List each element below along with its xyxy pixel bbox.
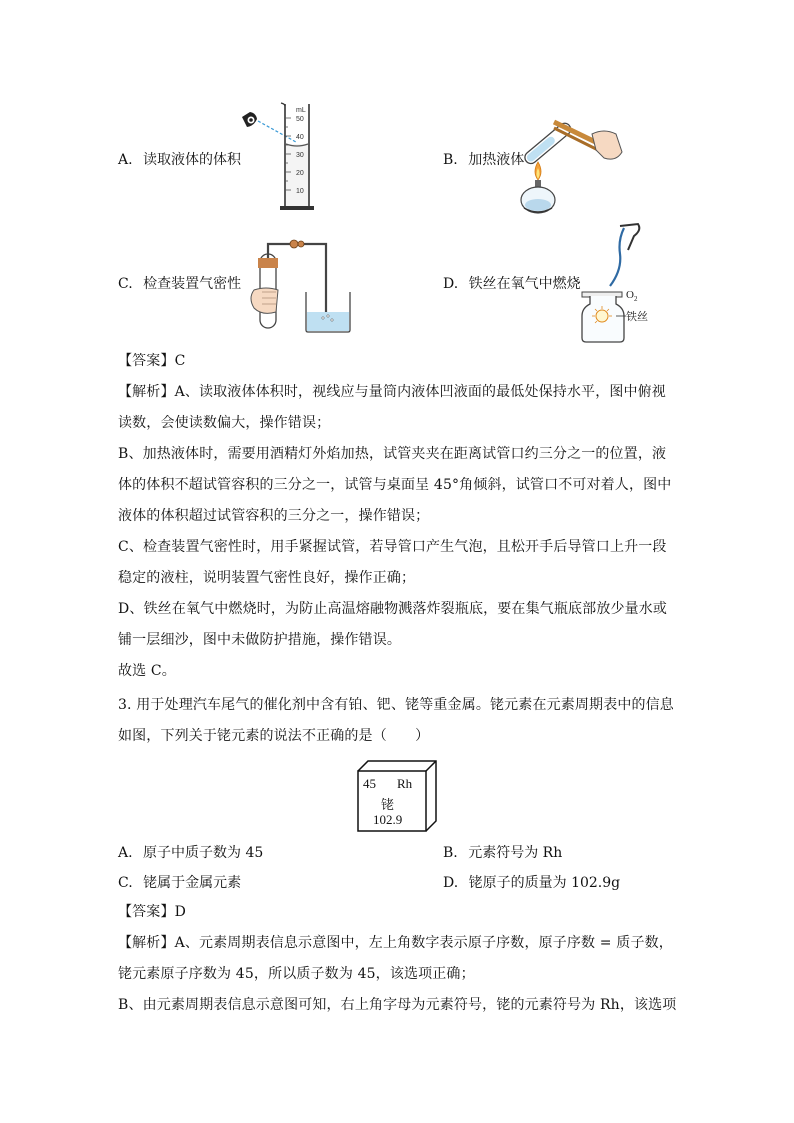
graduated-cylinder-figure <box>238 100 318 214</box>
eye-icon <box>242 112 257 127</box>
option-text: 元素符号为 Rh <box>468 845 563 861</box>
analysis-line: B、由元素周期表信息示意图可知，右上角字母为元素符号，铑的元素符号为 Rh，该选项 <box>118 997 677 1013</box>
answer-text: 【答案】C <box>118 353 186 369</box>
tick-label: 40 <box>296 134 304 141</box>
question-line: 3. 用于处理汽车尾气的催化剂中含有铂、钯、铑等重金属。铑元素在元素周期表中的信息 <box>118 697 674 713</box>
analysis-3 <box>118 928 678 1021</box>
analysis-line: 铑元素原子序数为 45，所以质子数为 45，该选项正确； <box>118 966 475 982</box>
option-label: B. <box>443 845 458 861</box>
answer-text: 【答案】D <box>118 904 186 920</box>
analysis-line: 故选 C。 <box>118 663 176 679</box>
analysis-line: D、铁丝在氧气中燃烧时，为防止高温熔融物溅落炸裂瓶底，要在集气瓶底部放少量水或 <box>118 601 668 617</box>
option-text: 铑原子的质量为 102.9g <box>468 875 621 891</box>
option-label: C. <box>118 875 133 891</box>
atomic-number: 45 <box>363 776 376 791</box>
element-name: 铑 <box>381 798 395 813</box>
analysis-line: 【解析】A、读取液体体积时，视线应与量筒内液体凹液面的最低处保持水平，图中俯视 <box>118 384 666 400</box>
q3-option-c <box>118 873 241 893</box>
iron-wire-label: 铁丝 <box>626 310 648 323</box>
element-symbol: Rh <box>397 776 413 791</box>
option-d <box>443 274 581 294</box>
option-text: 原子中质子数为 45 <box>143 845 264 861</box>
option-c <box>118 274 241 294</box>
analysis-line: 稳定的液柱，说明装置气密性良好，操作正确； <box>118 570 416 586</box>
option-label: A. <box>118 152 133 168</box>
analysis-line: B、加热液体时，需要用酒精灯外焰加热，试管夹夹在距离试管口约三分之一的位置，液 <box>118 446 667 462</box>
analysis-line: 【解析】A、元素周期表信息示意图中，左上角数字表示原子序数，原子序数 = 质子数， <box>118 935 673 951</box>
analysis-line: 液体的体积超过试管容积的三分之一，操作错误； <box>118 508 430 524</box>
q3-option-b <box>443 843 562 863</box>
analysis-line: 读数，会使读数偏大，操作错误； <box>118 415 331 431</box>
option-label: D. <box>443 276 459 292</box>
option-label: A. <box>118 845 133 861</box>
option-label: C. <box>118 276 133 292</box>
option-label: D. <box>443 875 459 891</box>
answer-3 <box>118 897 678 928</box>
airtightness-figure <box>248 232 356 336</box>
element-card <box>357 760 437 832</box>
tick-label: 20 <box>296 170 304 177</box>
analysis-2 <box>118 377 678 687</box>
q3-option-d <box>443 873 620 893</box>
question-line: 如图，下列关于铑元素的说法不正确的是（ ） <box>118 728 430 744</box>
svg-text:O2 <box>626 289 638 303</box>
heating-liquid-figure <box>512 104 626 216</box>
option-a <box>118 150 241 170</box>
analysis-line: 铺一层细沙，图中未做防护措施，操作错误。 <box>118 632 401 648</box>
atomic-mass: 102.9 <box>373 812 403 827</box>
answer-2 <box>118 346 678 377</box>
iron-wire-figure <box>580 220 664 344</box>
option-text: 读取液体的体积 <box>143 152 242 168</box>
option-text: 加热液体 <box>468 152 525 168</box>
o2-label: O <box>626 289 634 301</box>
cylinder-unit: mL <box>296 107 306 114</box>
option-text: 铑属于金属元素 <box>143 875 242 891</box>
tick-label: 50 <box>296 116 304 123</box>
o2-subscript: 2 <box>633 295 638 303</box>
analysis-line: 体的体积不超试管容积的三分之一，试管与桌面呈 45°角倾斜，试管口不可对着人，图中 <box>118 477 672 493</box>
tick-label: 10 <box>296 188 304 195</box>
option-text: 检查装置气密性 <box>143 276 242 292</box>
analysis-line: C、检查装置气密性时，用手紧握试管，若导管口产生气泡，且松开手后导管口上升一段 <box>118 539 667 555</box>
question-3 <box>118 690 678 752</box>
q3-option-a <box>118 843 263 863</box>
option-label: B. <box>443 152 458 168</box>
tick-label: 30 <box>296 152 304 159</box>
option-text: 铁丝在氧气中燃烧 <box>468 276 581 292</box>
